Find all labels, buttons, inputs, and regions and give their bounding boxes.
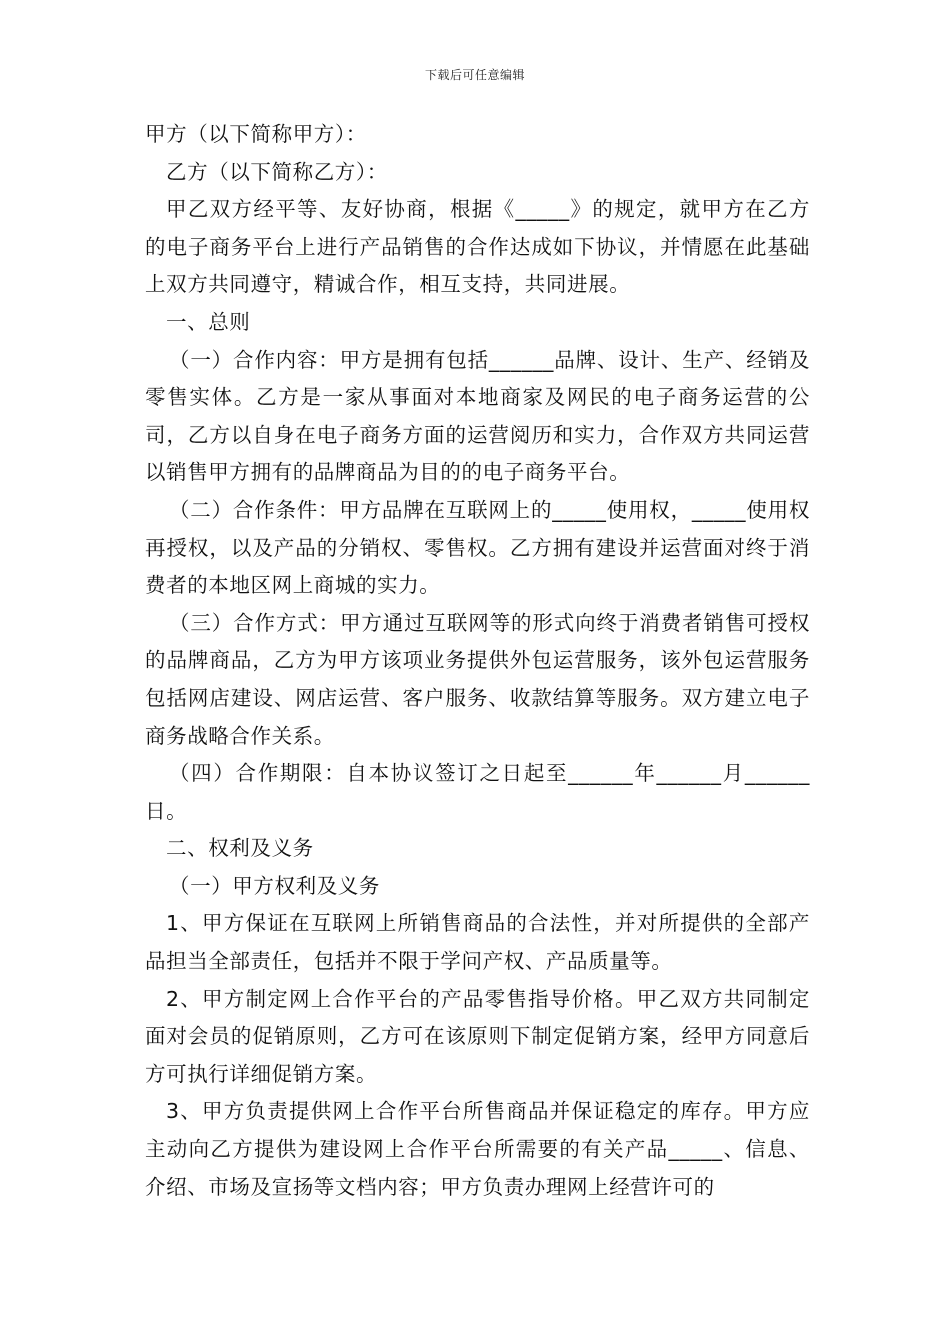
paragraph-party-b: 乙方（以下简称乙方）： (166, 159, 388, 184)
clause-cooperation-content: （一）合作内容：甲方是拥有包括______品牌、设计、生产、经销及零售实体。乙方是一家从事面对本地商家及网民的电子商务运营的公司，乙方以自身在电子商务方面的运营阅历和实力，合作双方共同运营以销售甲方拥有的品牌商品为目的的电子商务平台。 (145, 347, 810, 485)
clause-cooperation-term: （四）合作期限：自本协议签订之日起至______年______月______日。 (145, 761, 810, 823)
clause-cooperation-conditions: （二）合作条件：甲方品牌在互联网上的_____使用权，_____使用权再授权，以及产品的分销权、零售权。乙方拥有建设并运营面对终于消费者的本地区网上商城的实力。 (145, 497, 810, 598)
document-body (145, 116, 810, 1206)
paragraph-party-a: 甲方（以下简称甲方）： (145, 122, 367, 146)
section-heading-rights: 二、权利及义务 (166, 836, 314, 861)
section-heading-general: 一、总则 (166, 309, 251, 334)
clause-item-3: 3、甲方负责提供网上合作平台所售商品并保证稳定的库存。甲方应主动向乙方提供为建设网上合作平台所需要的有关产品_____、信息、介绍、市场及宣扬等文档内容；甲方负责办理网上经营许可的 (145, 1099, 810, 1199)
header-note: 下载后可任意编辑 (424, 68, 525, 82)
clause-cooperation-method: （三）合作方式：甲方通过互联网等的形式向终于消费者销售可授权的品牌商品，乙方为甲方该项业务提供外包运营服务，该外包运营服务包括网店建设、网店运营、客户服务、收款结算等服务。双方建立电子商务战略合作关系。 (145, 610, 810, 748)
clause-item-2: 2、甲方制定网上合作平台的产品零售指导价格。甲乙双方共同制定面对会员的促销原则，乙方可在该原则下制定促销方案，经甲方同意后方可执行详细促销方案。 (145, 986, 810, 1086)
clause-item-1: 1、甲方保证在互联网上所销售商品的合法性，并对所提供的全部产品担当全部责任，包括并不限于学问产权、产品质量等。 (145, 911, 810, 974)
paragraph-preamble: 甲乙双方经平等、友好协商，根据《_____》的规定，就甲方在乙方的电子商务平台上进行产品销售的合作达成如下协议，并情愿在此基础上双方共同遵守，精诚合作，相互支持，共同进展。 (145, 197, 810, 297)
subsection-heading-party-a: （一）甲方权利及义务 (169, 873, 380, 898)
